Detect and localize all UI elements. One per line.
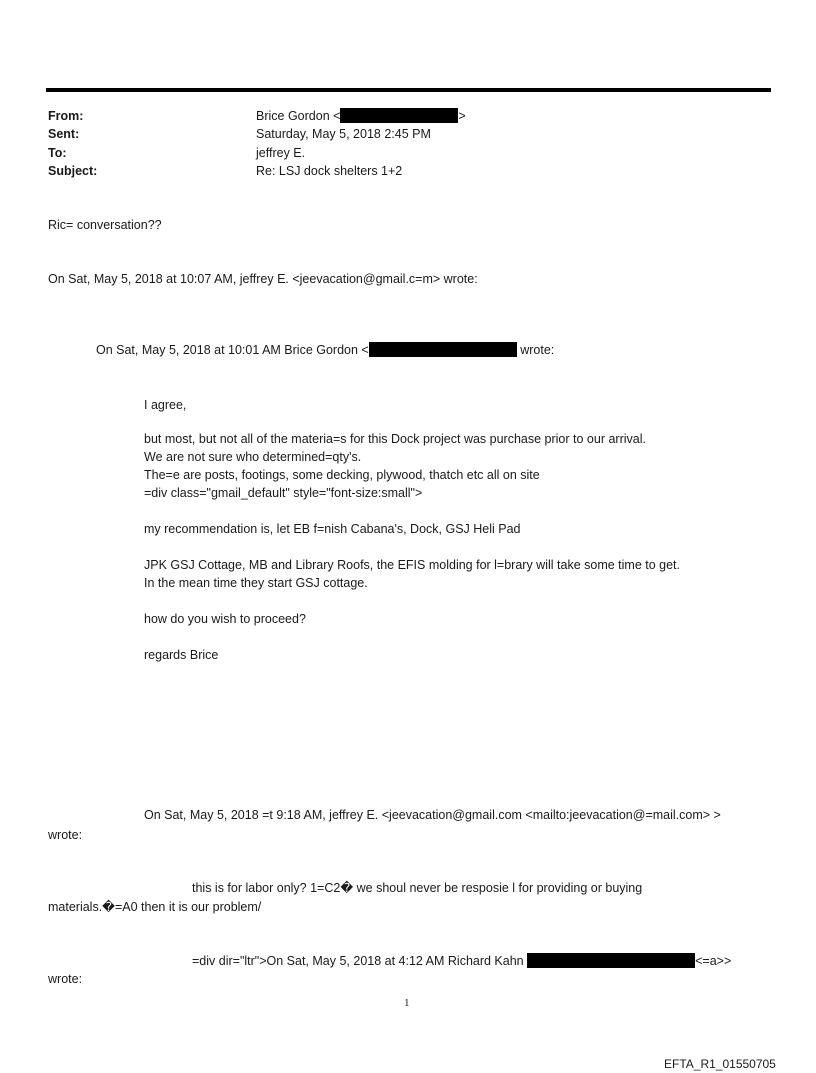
from-name: Brice Gordon < (256, 109, 341, 123)
subject-value: Re: LSJ dock shelters 1+2 (256, 164, 403, 178)
body-line: In the mean time they start GSJ cottage. (144, 576, 368, 590)
redaction-box (369, 342, 517, 357)
redaction-box (340, 108, 458, 123)
page-number: 1 (404, 997, 410, 1009)
from-label: From: (48, 109, 84, 123)
body-line: We are not sure who determined=qty's. (144, 450, 362, 464)
body-line: regards Brice (144, 648, 219, 662)
to-value: jeffrey E. (256, 146, 306, 160)
body-line: materials.�=A0 then it is our problem/ (48, 900, 262, 914)
body-line: The=e are posts, footings, some decking, plywood, thatch etc all on site (144, 468, 540, 482)
quote-attribution (192, 953, 731, 970)
sent-label: Sent: (48, 127, 80, 141)
body-line: JPK GSJ Cottage, MB and Library Roofs, the EFIS molding for l=brary will take some time to get. (144, 558, 680, 572)
quote-attribution: On Sat, May 5, 2018 =t 9:18 AM, jeffrey E. <jeevacation@gmail.com <mailto:jeevacation@=mail.com> > (144, 808, 721, 822)
quote-attribution (96, 342, 554, 359)
body-line: =div class="gmail_default" style="font-size:small"> (144, 486, 423, 500)
from-end: > (458, 109, 466, 123)
body-line: Ric= conversation?? (48, 218, 162, 232)
subject-label: Subject: (48, 164, 98, 178)
body-line: wrote: (48, 972, 83, 986)
body-line: this is for labor only? 1=C2� we shoul never be resposie l for providing or buying (192, 881, 643, 895)
to-label: To: (48, 146, 67, 160)
quote-attribution: On Sat, May 5, 2018 at 10:07 AM, jeffrey E. <jeevacation@gmail.c=m> wrote: (48, 272, 478, 286)
attribution-end: <=a>> (695, 954, 732, 968)
body-line: I agree, (144, 398, 187, 412)
body-line: but most, but not all of the materia=s for this Dock project was purchase prior to our arrival. (144, 432, 646, 446)
attribution-text: On Sat, May 5, 2018 at 10:01 AM Brice Gordon < (96, 343, 369, 357)
attribution-text: =div dir="ltr">On Sat, May 5, 2018 at 4:12 AM Richard Kahn (192, 954, 528, 968)
header-rule (46, 88, 771, 92)
body-line: how do you wish to proceed? (144, 612, 306, 626)
sent-value: Saturday, May 5, 2018 2:45 PM (256, 127, 431, 141)
body-line: wrote: (48, 828, 83, 842)
from-value (256, 108, 466, 125)
document-id: EFTA_R1_01550705 (664, 1057, 776, 1071)
redaction-box (527, 953, 695, 968)
body-line: my recommendation is, let EB f=nish Cabana's, Dock, GSJ Heli Pad (144, 522, 521, 536)
attribution-end: wrote: (516, 343, 555, 357)
